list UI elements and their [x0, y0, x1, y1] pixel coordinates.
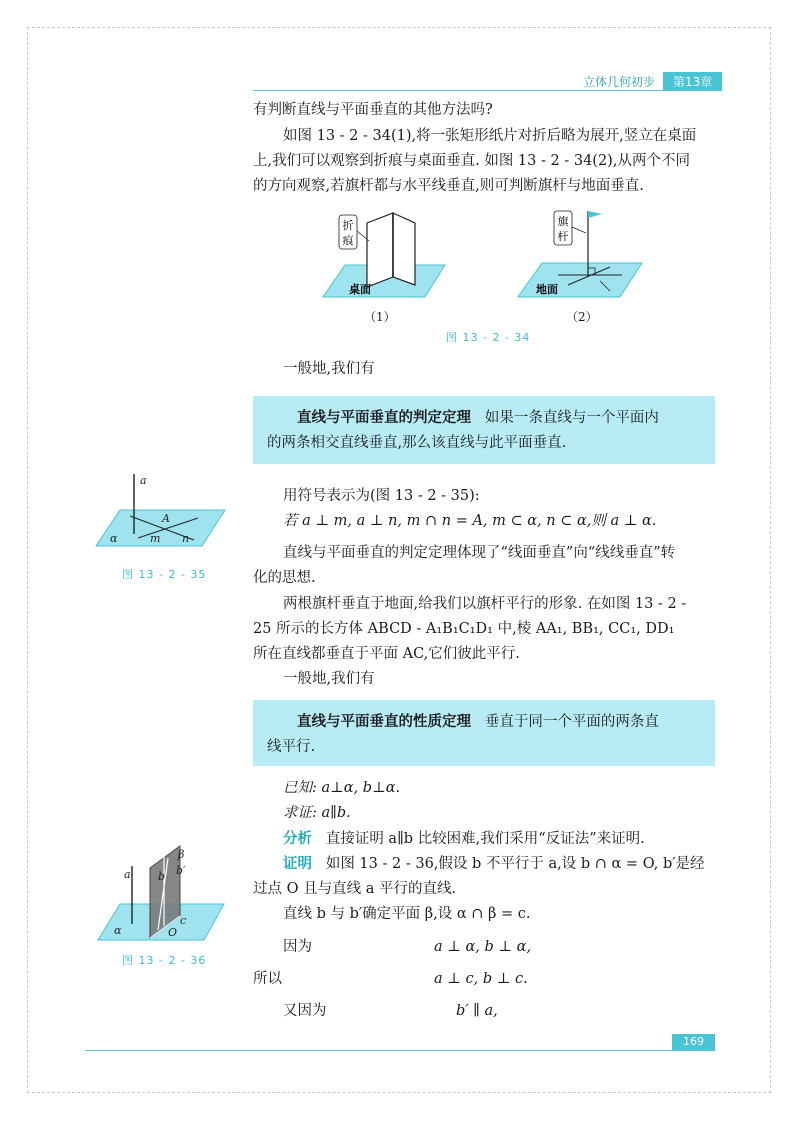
proof-text: 如图 13 - 2 - 36,假设 b 不平行于 a,设 b ∩ α = O, b′是经: [325, 856, 705, 872]
label-c: c: [180, 914, 187, 927]
page-header: [575, 72, 722, 90]
paragraph-line: 上,我们可以观察到折痕与桌面垂直. 如图 13 - 2 - 34(2),从两个不同: [253, 153, 690, 169]
theorem-text: 如果一条直线与一个平面内: [484, 410, 659, 426]
callout-pointer: [572, 227, 586, 233]
figure-34-sub2: （2）: [566, 310, 598, 324]
because2-word: 又因为: [283, 1003, 327, 1019]
label-a: a: [124, 868, 131, 881]
figure-35: [90, 470, 230, 562]
figure-34-caption: 图 13 - 2 - 34: [446, 331, 531, 344]
label-O: O: [168, 926, 178, 939]
so-expr: a ⊥ c, b ⊥ c.: [434, 971, 528, 987]
label-a: a: [140, 474, 147, 487]
label-bprime: b′: [176, 864, 186, 877]
figure-36: [92, 838, 228, 948]
theorem-text: 垂直于同一个平面的两条直: [484, 714, 659, 730]
because-word: 因为: [283, 939, 312, 955]
ground-label: 地面: [536, 283, 558, 296]
crease-label-2: 痕: [342, 234, 354, 247]
theorem-title: 直线与平面垂直的判定定理: [297, 410, 471, 426]
prove-line: 求证: a∥b.: [283, 805, 351, 821]
figure-35-caption: 图 13 - 2 - 35: [122, 568, 207, 581]
paragraph-line: 所在直线都垂直于平面 AC,它们彼此平行.: [253, 646, 520, 662]
paper-right: [393, 213, 415, 285]
crease-label-1: 折: [342, 219, 354, 232]
desk-label: 桌面: [349, 283, 371, 296]
flag: [588, 211, 602, 218]
paragraph-line: 如图 13 - 2 - 34(1),将一张矩形纸片对折后略为展开,竖立在桌面: [283, 128, 697, 144]
label-beta: β: [178, 848, 185, 861]
paragraph-line: 两根旗杆垂直于地面,给我们以旗杆平行的形象. 在如图 13 - 2 -: [283, 596, 687, 612]
label-n: n: [182, 532, 190, 545]
label-A: A: [162, 512, 170, 525]
theorem-box-determination: [253, 396, 715, 464]
proof-line: [283, 852, 705, 877]
label-b: b: [158, 870, 166, 883]
paragraph-line: 的方向观察,若旗杆都与水平线垂直,则可判断旗杆与地面垂直.: [253, 178, 644, 194]
figure-34-2: [510, 205, 650, 305]
chapter-tag: 第13章: [663, 72, 722, 91]
paragraph-line: 过点 O 且与直线 a 平行的直线.: [253, 881, 457, 897]
figure-34-1: [315, 205, 455, 305]
theorem-text-cont: 线平行.: [267, 739, 316, 755]
so-word: 所以: [253, 971, 282, 987]
header-rule: [253, 90, 717, 91]
paragraph-symbol: 用符号表示为(图 13 - 2 - 35):: [283, 488, 480, 504]
analysis-line: [283, 827, 645, 852]
section-title: 立体几何初步: [583, 74, 656, 89]
footer-rule: [85, 1050, 715, 1051]
proof-label: 证明: [283, 856, 312, 872]
because-expr: a ⊥ α, b ⊥ α,: [434, 939, 532, 955]
theorem-box-property: [253, 700, 715, 766]
flag-label-2: 杆: [557, 230, 569, 243]
theorem-text-cont: 的两条相交直线垂直,那么该直线与此平面垂直.: [267, 435, 567, 451]
paragraph-line: 化的思想.: [253, 570, 316, 586]
paragraph-generally: 一般地,我们有: [283, 361, 375, 377]
label-alpha: α: [114, 924, 122, 937]
paragraph-line: 25 所示的长方体 ABCD - A₁B₁C₁D₁ 中,棱 AA₁, BB₁, CC₁, DD₁: [253, 621, 675, 637]
because2-expr: b′ ∥ a,: [456, 1003, 498, 1019]
label-alpha: α: [110, 532, 118, 545]
figure-36-caption: 图 13 - 2 - 36: [122, 954, 207, 967]
paragraph-line: 直线与平面垂直的判定定理体现了“线面垂直”向“线线垂直”转: [283, 545, 676, 561]
theorem-title: 直线与平面垂直的性质定理: [297, 714, 471, 730]
figure-34-sub1: （1）: [364, 310, 396, 324]
paragraph-formula: 若 a ⊥ m, a ⊥ n, m ∩ n = A, m ⊂ α, n ⊂ α,则 a ⊥ α.: [283, 513, 657, 529]
page-number: 169: [672, 1034, 715, 1050]
analysis-text: 直接证明 a∥b 比较困难,我们采用“反证法”来证明.: [325, 831, 645, 847]
analysis-label: 分析: [283, 831, 312, 847]
paragraph-question: 有判断直线与平面垂直的其他方法吗?: [253, 102, 493, 118]
paragraph-generally: 一般地,我们有: [283, 671, 375, 687]
paragraph-line: 直线 b 与 b′确定平面 β,设 α ∩ β = c.: [283, 906, 531, 922]
paper-left: [367, 213, 393, 287]
given-line: 已知: a⊥α, b⊥α.: [283, 780, 401, 796]
label-m: m: [150, 532, 161, 545]
flag-label-1: 旗: [557, 215, 569, 228]
